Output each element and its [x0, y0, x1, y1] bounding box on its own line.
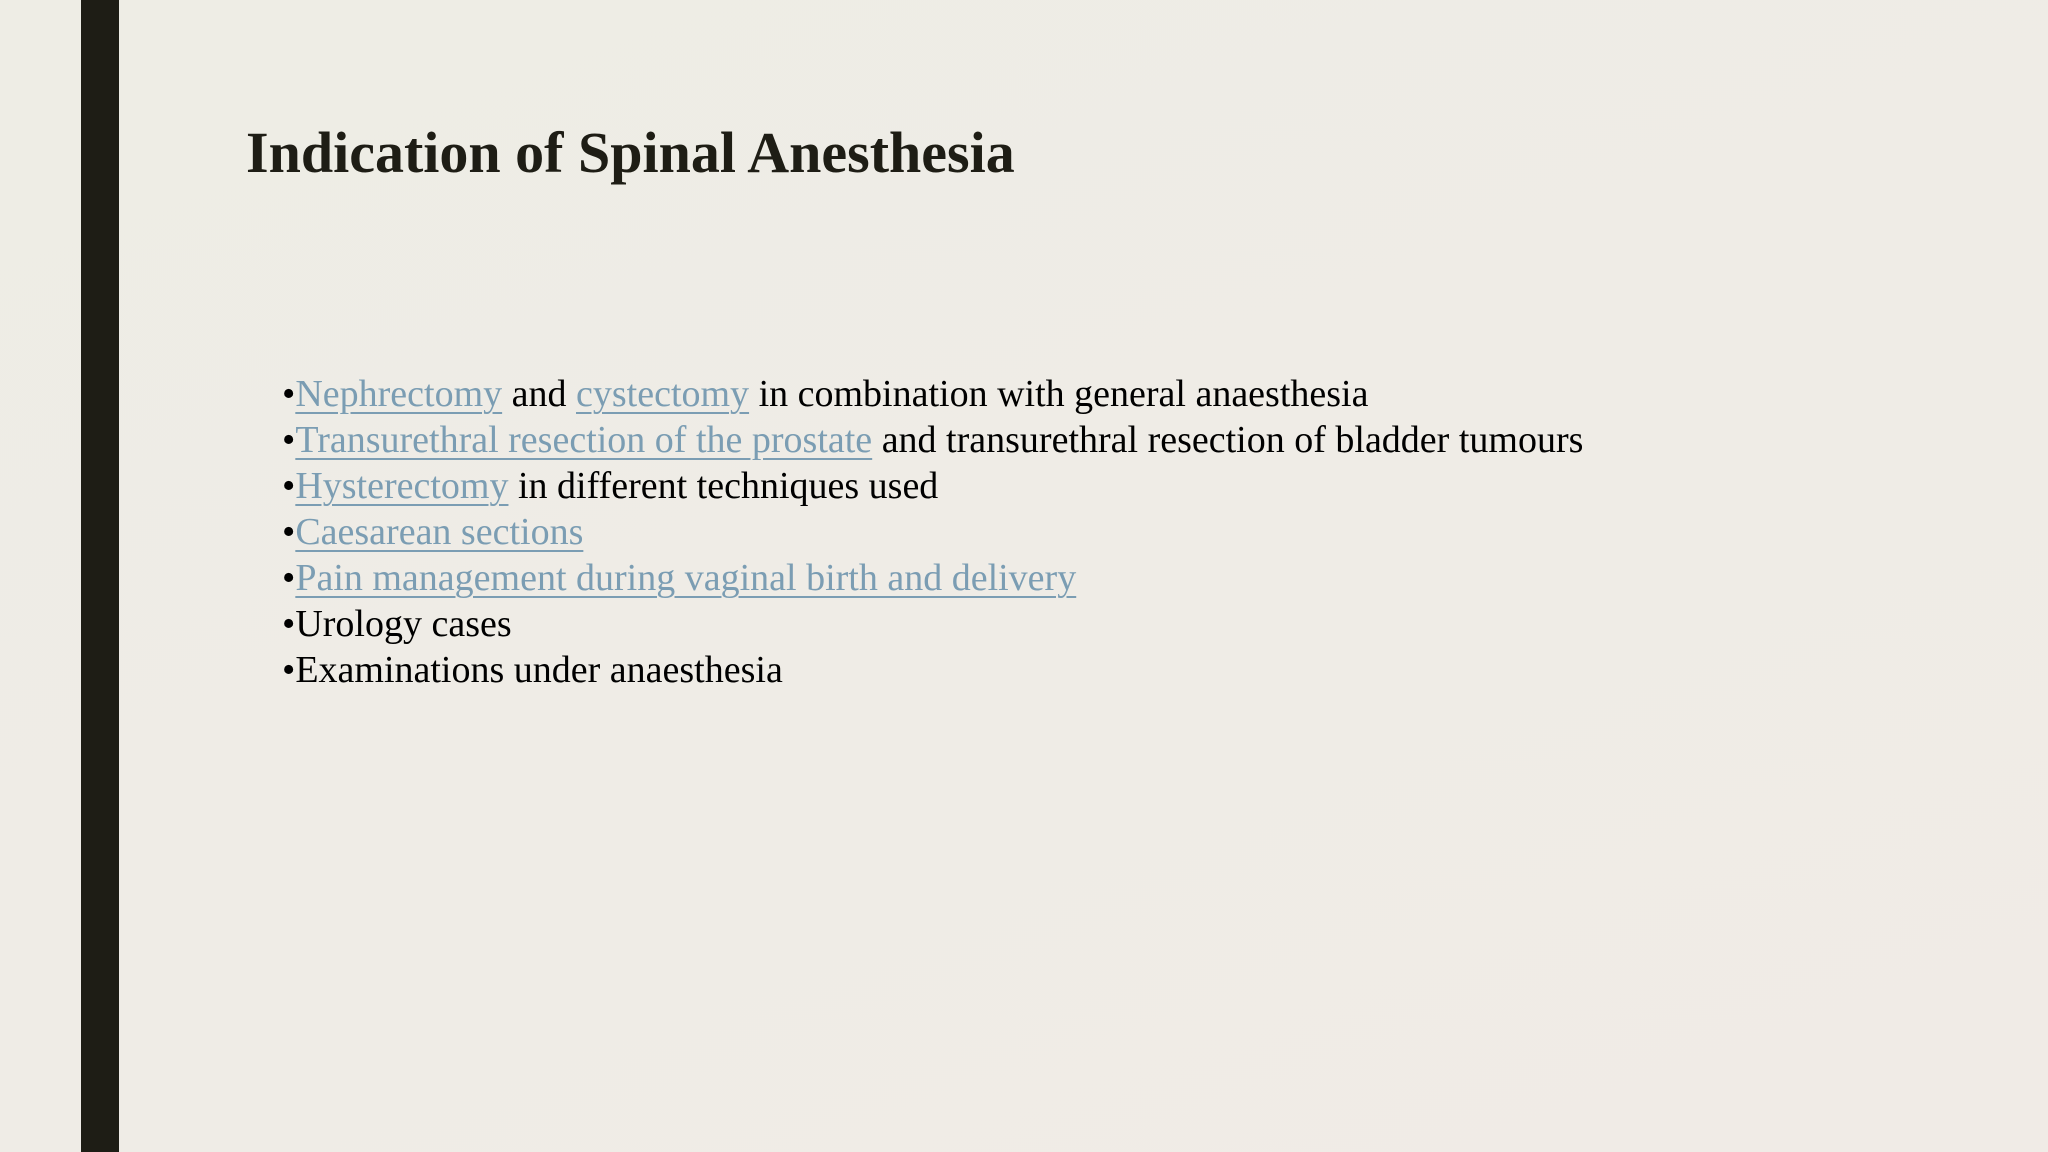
item-text: in different techniques used: [508, 465, 939, 507]
bullet-icon: •: [282, 419, 296, 461]
item-text: and: [502, 373, 576, 415]
link-pain-management[interactable]: Pain management during vaginal birth and delivery: [295, 557, 1077, 599]
item-text: Examinations under anaesthesia: [295, 649, 783, 691]
list-item: [282, 601, 1583, 647]
link-hysterectomy[interactable]: Hysterectomy: [295, 465, 509, 507]
item-text: in combination with general anaesthesia: [749, 373, 1369, 415]
bullet-icon: •: [282, 373, 296, 415]
link-cystectomy[interactable]: cystectomy: [576, 373, 750, 415]
list-item: [282, 417, 1583, 463]
link-caesarean-sections[interactable]: Caesarean sections: [295, 511, 584, 553]
item-text: and transurethral resection of bladder tumours: [872, 419, 1584, 461]
bullet-icon: •: [282, 649, 296, 691]
list-item: [282, 647, 1583, 693]
bullet-icon: •: [282, 603, 296, 645]
list-item: [282, 463, 1583, 509]
link-transurethral-resection-prostate[interactable]: Transurethral resection of the prostate: [295, 419, 873, 461]
list-item: [282, 509, 1583, 555]
slide-title: Indication of Spinal Anesthesia: [246, 120, 1015, 185]
bullet-list: [282, 371, 1583, 693]
item-text: Urology cases: [295, 603, 512, 645]
left-accent-bar: [81, 0, 119, 1152]
list-item: [282, 555, 1583, 601]
bullet-icon: •: [282, 465, 296, 507]
bullet-icon: •: [282, 511, 296, 553]
list-item: [282, 371, 1583, 417]
link-nephrectomy[interactable]: Nephrectomy: [295, 373, 503, 415]
bullet-icon: •: [282, 557, 296, 599]
